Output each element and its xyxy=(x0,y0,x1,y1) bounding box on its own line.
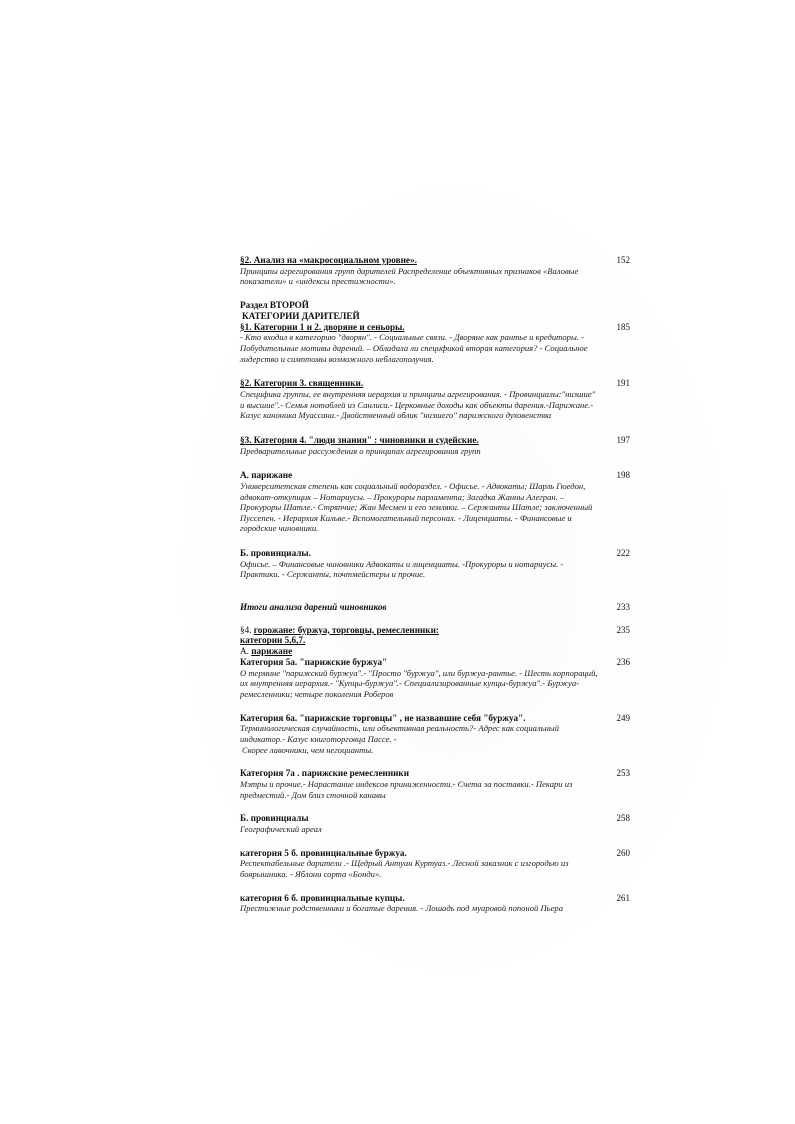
entry-description: Принципы агрегирования групп дарителей Распределение объективных признаков «Валовые показатели» и «индексы престижности». xyxy=(240,265,579,287)
entry-title: Категория 7а . парижские ремесленники xyxy=(240,768,410,779)
entry-description: - Кто входил в категорию "дворян". - Социальные связи. - Дворяне как рантье и кредиторы. - Побудительные мотивы дарений. – Обладала ли спецификой вторая категория? - Социальное лидерство и симптомы возможного неблагополучия. xyxy=(240,332,588,364)
page-number: 258 xyxy=(616,813,630,824)
entry-title: Итоги анализа дарений чиновников xyxy=(240,601,387,612)
entry-title: Б. провинциалы. xyxy=(240,547,311,558)
toc-entry xyxy=(240,768,630,800)
entry-title: А. парижане xyxy=(240,470,293,481)
toc-entry xyxy=(240,470,630,534)
page-number: 253 xyxy=(616,768,630,779)
toc-entry xyxy=(240,435,630,456)
entry-title: §2. Категория 3. священники. xyxy=(240,378,364,389)
toc-entry xyxy=(240,378,630,421)
entry-description: Престижные родственники и богатые дарения. - Лошадь под муаровой попоной Пьера xyxy=(240,903,563,914)
toc-entry xyxy=(240,548,630,580)
page-number: 235 xyxy=(616,624,630,635)
page-number: 152 xyxy=(616,255,630,265)
page-number: 236 xyxy=(616,657,630,668)
page-number: 185 xyxy=(616,321,630,332)
entry-subsection: парижане xyxy=(251,646,293,657)
toc-entry xyxy=(240,625,630,657)
page-number: 260 xyxy=(616,847,630,858)
toc-entry xyxy=(240,657,630,700)
toc-entry xyxy=(240,893,630,914)
page-number: 198 xyxy=(616,470,630,481)
toc-entry xyxy=(240,848,630,880)
page-number: 249 xyxy=(616,712,630,723)
toc-entry xyxy=(240,255,630,287)
entry-title: горожане: буржуа, торговцы, ремесленники: xyxy=(253,624,439,635)
entry-title: Категория 5а. "парижские буржуа" xyxy=(240,657,388,668)
toc-entry xyxy=(240,322,630,365)
toc-entry xyxy=(240,713,630,756)
section-title-line2: КАТЕГОРИИ ДАРИТЕЛЕЙ xyxy=(242,310,360,321)
entry-description: Офисье. – Финансовые чиновники Адвокаты и лиценциаты. -Прокуроры и нотариусы. - Практики. - Сержанты, почтмейстеры и прочие. xyxy=(240,558,564,580)
entry-description: Мэтры и прочие.- Нарастание индексов приниженности.- Счета за поставки.- Пекари из предместий.- Дом близ сточной канавы xyxy=(240,779,573,800)
section-heading xyxy=(240,300,630,322)
table-of-contents xyxy=(240,255,630,914)
entry-title-prefix: §4. xyxy=(240,624,252,635)
entry-title: Категория 6а. "парижские торговцы" , не назвавшие себя "буржуа". xyxy=(240,712,526,723)
entry-title: §3. Категория 4. "люди знания" : чиновники и судейские. xyxy=(240,434,479,445)
entry-description: О термине "парижский буржуа".- "Просто "буржуа", или буржуа-рантье. - Шесть корпораций, их внутренняя иерархия.- "Купцы-буржуа".- Специализированные купцы-буржуа".- Буржуа-ремесленники; четыре поколения Роберов xyxy=(240,667,598,700)
entry-subsection-prefix: А. xyxy=(240,646,249,657)
entry-subtitle: категории 5,6,7. xyxy=(240,635,306,646)
page-number: 233 xyxy=(616,601,630,612)
entry-title: §2. Анализ на «макросоциальном уровне». xyxy=(240,255,417,265)
entry-description: Респектабельные дарители .- Щедрый Антуан Куртуаз.- Лесной заказник с изгородью из боярышника. - Яблони сорта «Бонди». xyxy=(240,858,569,879)
entry-description: Университетская степень как социальный водораздел. - Офисье. - Адвокаты; Шарль Гюедон, адвокат-откупщик – Нотариусы. – Прокуроры парламента; Загадка Жанны Алегран. – Прокуроры Шатле.- Стряпчие; Жан Месмен и его земляки. – Сержанты Шатле; заключенный Пуссепен. - Иерархия Кильве.- Вспомогательный персонал. - Лиценциаты. - Финансовые и городские чиновники. xyxy=(240,480,593,534)
entry-title: категория 6 б. провинциальные купцы. xyxy=(240,892,405,903)
page-number: 261 xyxy=(616,892,630,903)
entry-title: категория 5 б. провинциальные буржуа. xyxy=(240,847,407,858)
page-number: 197 xyxy=(616,434,630,445)
toc-entry xyxy=(240,813,630,834)
entry-description: Терминологическая случайность, или объективная реальность?- Адрес как социальный индикатор.- Казус книготорговца Пассе. - xyxy=(240,723,559,745)
page-number: 191 xyxy=(616,378,630,389)
entry-description: Предварительные рассуждения о принципах агрегирования групп xyxy=(240,445,481,456)
toc-entry xyxy=(240,602,630,613)
entry-title: §1. Категории 1 и 2. дворяне и сеньоры. xyxy=(240,321,405,332)
page-number: 222 xyxy=(616,547,630,558)
entry-description: Географический ареал xyxy=(240,824,322,834)
entry-title: Б. провинциалы xyxy=(240,813,309,824)
entry-description-continued: Скорее лавочники, чем негоцианты. xyxy=(242,744,374,755)
section-title-line1: Раздел ВТОРОЙ xyxy=(240,299,309,310)
entry-description: Специфика группы, ее внутренняя иерархия и принципы агрегирования. - Провинциалы:"низшие" и высшие".- Семья нотаблей из Санлиса.- Церковные доходы как объекты дарения.-Парижане.- Казус каноника Муассана.- Двойственный облик "низшего" парижского духовенства xyxy=(240,388,596,421)
